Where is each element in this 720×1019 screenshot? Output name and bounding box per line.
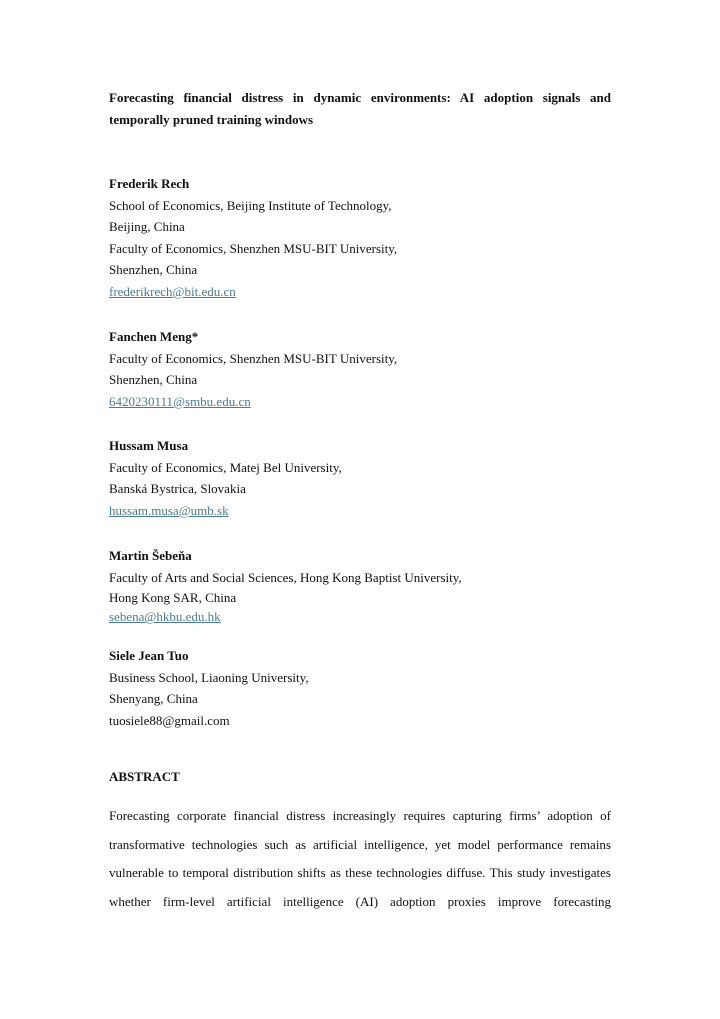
author-block-musa (109, 435, 629, 521)
author-block-meng (109, 326, 629, 412)
author-email: tuosiele88@gmail.com (109, 712, 230, 728)
author-affiliation: Business School, Liaoning University, (109, 669, 309, 685)
author-name: Siele Jean Tuo (109, 648, 189, 663)
author-affiliation: Beijing, China (109, 219, 185, 235)
author-affiliation: Faculty of Arts and Social Sciences, Hong Kong Baptist University, (109, 569, 462, 585)
author-affiliation: Shenzhen, China (109, 262, 198, 278)
author-affiliation: School of Economics, Beijing Institute of Technology, (109, 197, 392, 213)
title-line-2: temporally pruned training windows (109, 112, 314, 127)
author-affiliation: Faculty of Economics, Matej Bel University, (109, 459, 342, 475)
abstract-line: vulnerable to temporal distribution shifts as these technologies diffuse. This study investigates (109, 865, 611, 881)
abstract-line: Forecasting corporate financial distress increasingly requires capturing firms’ adoption of (109, 808, 611, 823)
author-name: Martin Šebeňa (109, 548, 192, 563)
abstract-body (109, 802, 611, 917)
title-line-1: Forecasting financial distress in dynamic environments: AI adoption signals and (109, 90, 611, 105)
author-affiliation: Banská Bystrica, Slovakia (109, 481, 246, 497)
author-name: Fanchen Meng* (109, 329, 199, 344)
author-affiliation: Faculty of Economics, Shenzhen MSU-BIT University, (109, 240, 398, 256)
author-block-sebena (109, 545, 629, 626)
author-name: Frederik Rech (109, 176, 190, 191)
author-affiliation: Faculty of Economics, Shenzhen MSU-BIT University, (109, 350, 398, 366)
author-email-link[interactable]: frederikrech@bit.edu.cn (109, 283, 236, 299)
author-affiliation: Shenzhen, China (109, 372, 198, 388)
abstract-line: whether firm-level artificial intelligence (AI) adoption proxies improve forecasting (109, 894, 611, 910)
author-email-link[interactable]: 6420230111@smbu.edu.cn (109, 393, 251, 409)
author-affiliation: Shenyang, China (109, 691, 198, 707)
abstract-line: transformative technologies such as artificial intelligence, yet model performance remains (109, 836, 611, 852)
author-email-link[interactable]: sebena@hkbu.edu.hk (109, 609, 221, 625)
author-block-tuo (109, 645, 629, 731)
author-email-link[interactable]: hussam.musa@umb.sk (109, 502, 229, 518)
author-affiliation: Hong Kong SAR, China (109, 590, 237, 606)
paper-title (109, 87, 611, 131)
author-block-rech (109, 173, 629, 303)
abstract-heading: ABSTRACT (109, 769, 180, 784)
author-name: Hussam Musa (109, 438, 189, 453)
